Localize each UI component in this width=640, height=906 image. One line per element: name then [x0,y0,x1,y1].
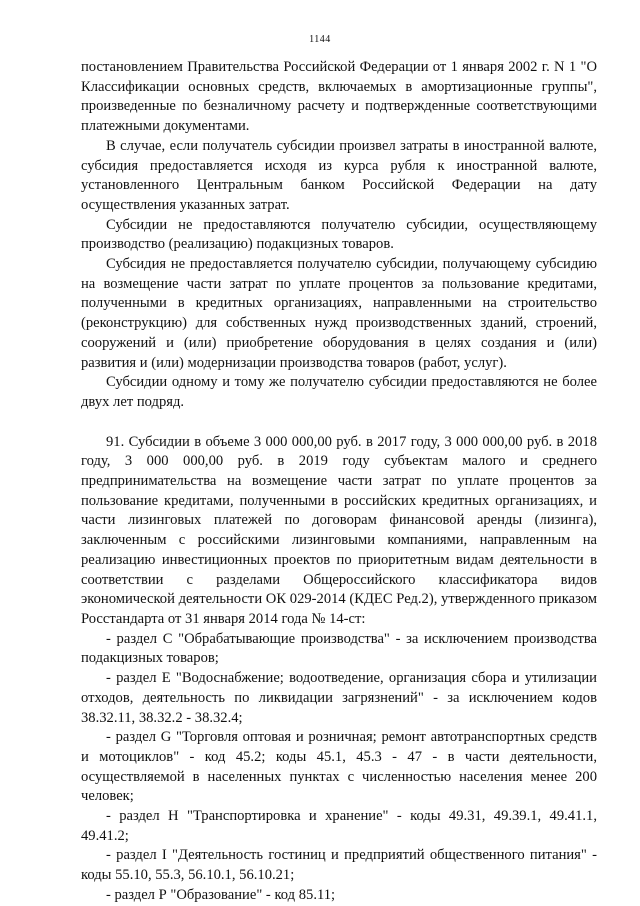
page-number: 1144 [309,34,331,45]
list-item-section-c: - раздел С "Обрабатывающие производства" - за исключением производства подакцизных товаров; [81,630,597,667]
paragraph-continuation: постановлением Правительства Российской Федерации от 1 января 2002 г. N 1 "О Классификации основных средств, включаемых в амортизационные группы", произведенные по безналичному расчету и подтвержденные соответствующими платежными документами. [81,59,597,135]
list-item-section-i: - раздел I "Деятельность гостиниц и предприятий общественного питания" - коды 55.10, 55.3, 56.10.1, 56.10.21; [81,847,597,884]
paragraph-construction-credit: Субсидия не предоставляется получателю субсидии, получающему субсидию на возмещение части затрат по уплате процентов за пользование кредитами, полученными в кредитных организациях, направленными на строительство (реконструкцию) для собственных нужд производственных зданий, строений, сооружений и (или) приобретение оборудования в целях создания и (или) развития и (или) модернизации производства товаров (работ, услуг). [81,256,597,371]
list-item-section-h: - раздел Н "Транспортировка и хранение" - коды 49.31, 49.39.1, 49.41.1, 49.41.2; [81,808,597,844]
paragraph-section-91: 91. Субсидии в объеме 3 000 000,00 руб. в 2017 году, 3 000 000,00 руб. в 2018 году, 3 000 000,00 руб. в 2019 году субъектам малого и среднего предпринимательства на возмещение части затрат по уплате процентов за пользование кредитами, полученными в российских кредитных организациях, и части лизинговых платежей по договорам финансовой аренды (лизинга), заключенным с российскими лизинговыми компаниями, направленным на реализацию инвестиционных проектов по приоритетным видам деятельности в соответствии с разделами Общероссийского классификатора видов экономической деятельности ОК 029-2014 (КДЕС Ред.2), утвержденного приказом Росстандарта от 31 января 2014 года № 14-ст: [81,433,597,627]
list-item-section-p: - раздел Р "Образование" - код 85.11; [106,886,336,903]
paragraph-two-years: Субсидии одному и тому же получателю субсидии предоставляются не более двух лет подряд. [81,374,597,410]
list-item-section-e: - раздел Е "Водоснабжение; водоотведение, организация сбора и утилизации отходов, деятельность по ликвидации загрязнений" - за исключением кодов 38.32.11, 38.32.2 - 38.32.4; [81,670,597,726]
document-body [81,58,597,906]
paragraph-excise-goods: Субсидии не предоставляются получателю субсидии, осуществляющему производство (реализацию) подакцизных товаров. [81,216,597,253]
list-item-section-g: - раздел G "Торговля оптовая и розничная; ремонт автотранспортных средств и мотоциклов" - код 45.2; коды 45.1, 45.3 - 47 - в части деятельности, осуществляемой в населенных пунктах с численностью населения менее 200 человек; [81,729,597,805]
paragraph-foreign-currency: В случае, если получатель субсидии произвел затраты в иностранной валюте, субсидия предоставляется исходя из курса рубля к иностранной валюте, установленного Центральным банком Российской Федерации на дату осуществления указанных затрат. [81,137,597,213]
